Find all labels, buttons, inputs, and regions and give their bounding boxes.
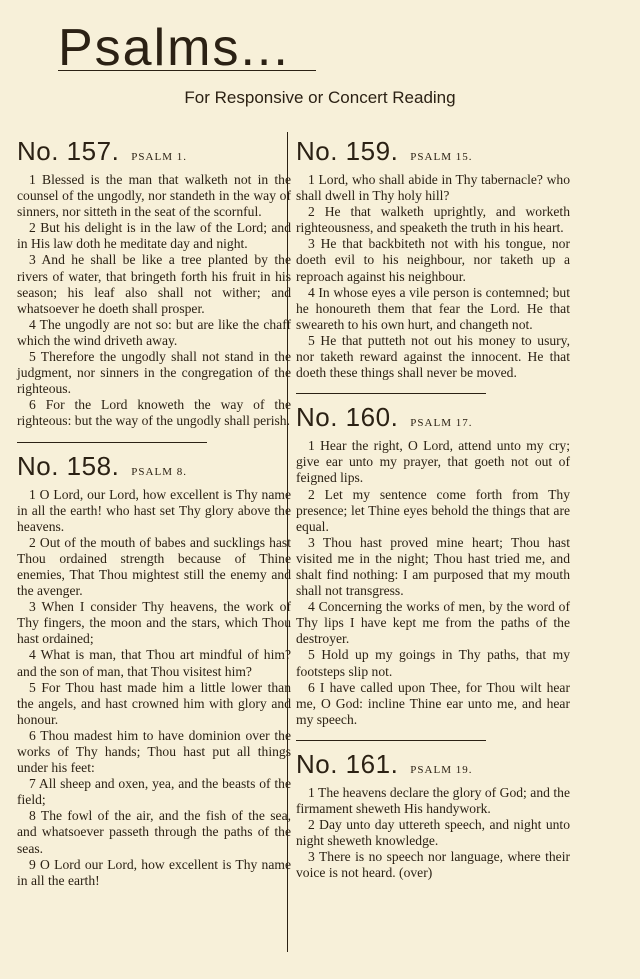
psalm-heading (17, 451, 291, 481)
psalm-number: No. 161. (296, 748, 399, 779)
psalm-number: No. 157. (17, 136, 120, 166)
verse: 6 I have called upon Thee, for Thou wilt hear me, O God: incline Thine ear unto me, and hear my speech. (296, 679, 570, 727)
verse: 3 Thou hast proved mine heart; Thou hast visited me in the night; Thou hast tried me, and shalt find nothing: I am purposed that my mouth shall not transgress. (296, 534, 570, 599)
page-subtitle: For Responsive or Concert Reading (184, 88, 456, 107)
psalm-reference: PSALM 15. (410, 151, 473, 163)
verse: 8 The fowl of the air, and the fish of the sea, and whatsoever passeth through the paths of the seas. (17, 808, 291, 856)
verse: 3 There is no speech nor language, where their voice is not heard. (over) (296, 849, 570, 881)
verse: 3 He that backbiteth not with his tongue, nor doeth evil to his neighbour, nor taketh up a reproach against his neighbour. (296, 236, 570, 284)
verse: 4 The ungodly are not so: but are like the chaff which the wind driveth away. (17, 316, 291, 348)
psalm-number: No. 158. (17, 450, 120, 481)
section-rule (296, 740, 486, 741)
psalm-reference: PSALM 8. (131, 465, 187, 478)
verse: 4 In whose eyes a vile person is contemned; but he honoureth them that fear the Lord. He that sweareth to his own hurt, and changeth not. (296, 284, 570, 332)
psalm-heading (296, 136, 570, 166)
verse: 3 When I consider Thy heavens, the work of Thy fingers, the moon and the stars, which Thou hast ordained; (17, 599, 291, 647)
page-title: Psalms... (58, 19, 290, 77)
psalm-reference: PSALM 1. (131, 151, 187, 163)
verse: 9 O Lord our Lord, how excellent is Thy name in all the earth! (17, 856, 291, 888)
verse: 5 Therefore the ungodly shall not stand in the judgment, nor sinners in the congregation of the righteous. (17, 349, 291, 397)
section-rule (17, 442, 207, 443)
verse: 2 Let my sentence come forth from Thy presence; let Thine eyes behold the things that are equal. (296, 486, 570, 534)
psalm-158 (17, 451, 291, 889)
psalm-reference: PSALM 17. (410, 417, 473, 430)
right-column (296, 132, 570, 891)
psalm-number: No. 160. (296, 402, 399, 433)
verse: 4 Concerning the works of men, by the word of Thy lips I have kept me from the paths of the destroyer. (296, 599, 570, 647)
left-column (17, 132, 291, 899)
psalm-number: No. 159. (296, 136, 399, 166)
psalm-heading (296, 402, 570, 432)
verse: 2 But his delight is in the law of the Lord; and in His law doth he meditate day and night. (17, 220, 291, 252)
psalm-157 (17, 136, 291, 430)
verse: 2 He that walketh uprightly, and worketh righteousness, and speaketh the truth in his heart. (296, 204, 570, 236)
psalm-heading (296, 749, 570, 779)
verse: 1 Lord, who shall abide in Thy tabernacle? who shall dwell in Thy holy hill? (296, 172, 570, 204)
verse: 1 O Lord, our Lord, how excellent is Thy name in all the earth! who hast set Thy glory above the heavens. (17, 486, 291, 534)
verse: 6 Thou madest him to have dominion over the works of Thy hands; Thou hast put all things under his feet: (17, 727, 291, 776)
psalm-reference: PSALM 19. (410, 763, 473, 776)
verse: 4 What is man, that Thou art mindful of him? and the son of man, that Thou visitest him? (17, 647, 291, 679)
verse: 5 For Thou hast made him a little lower than the angels, and hast crowned him with glory and honour. (17, 679, 291, 727)
verse: 2 Out of the mouth of babes and sucklings hast Thou ordained strength because of Thine enemies, That Thou mightest still the enemy and the avenger. (17, 534, 291, 599)
title-underline (58, 70, 316, 71)
verse: 2 Day unto day uttereth speech, and night unto night sheweth knowledge. (296, 817, 570, 849)
verse: 1 Blessed is the man that walketh not in the counsel of the ungodly, nor standeth in the way of sinners, nor sitteth in the seat of the scornful. (17, 172, 291, 220)
verse: 6 For the Lord knoweth the way of the righteous: but the way of the ungodly shall perish. (17, 397, 291, 429)
psalm-161 (296, 749, 570, 882)
section-rule (296, 393, 486, 394)
verse: 5 He that putteth not out his money to usury, nor taketh reward against the innocent. He that doeth these things shall never be moved. (296, 332, 570, 381)
psalm-160 (296, 402, 570, 728)
verse: 1 The heavens declare the glory of God; and the firmament sheweth His handywork. (296, 784, 570, 816)
psalm-159 (296, 136, 570, 381)
verse: 7 All sheep and oxen, yea, and the beasts of the field; (17, 776, 291, 808)
verse: 5 Hold up my goings in Thy paths, that my footsteps slip not. (296, 647, 570, 679)
verse: 3 And he shall be like a tree planted by the rivers of water, that bringeth forth his fruit in his season; his leaf also shall not wither; and whatsoever he doeth shall prosper. (17, 252, 291, 316)
verse: 1 Hear the right, O Lord, attend unto my cry; give ear unto my prayer, that goeth not out of feigned lips. (296, 438, 570, 486)
psalm-heading (17, 136, 291, 166)
